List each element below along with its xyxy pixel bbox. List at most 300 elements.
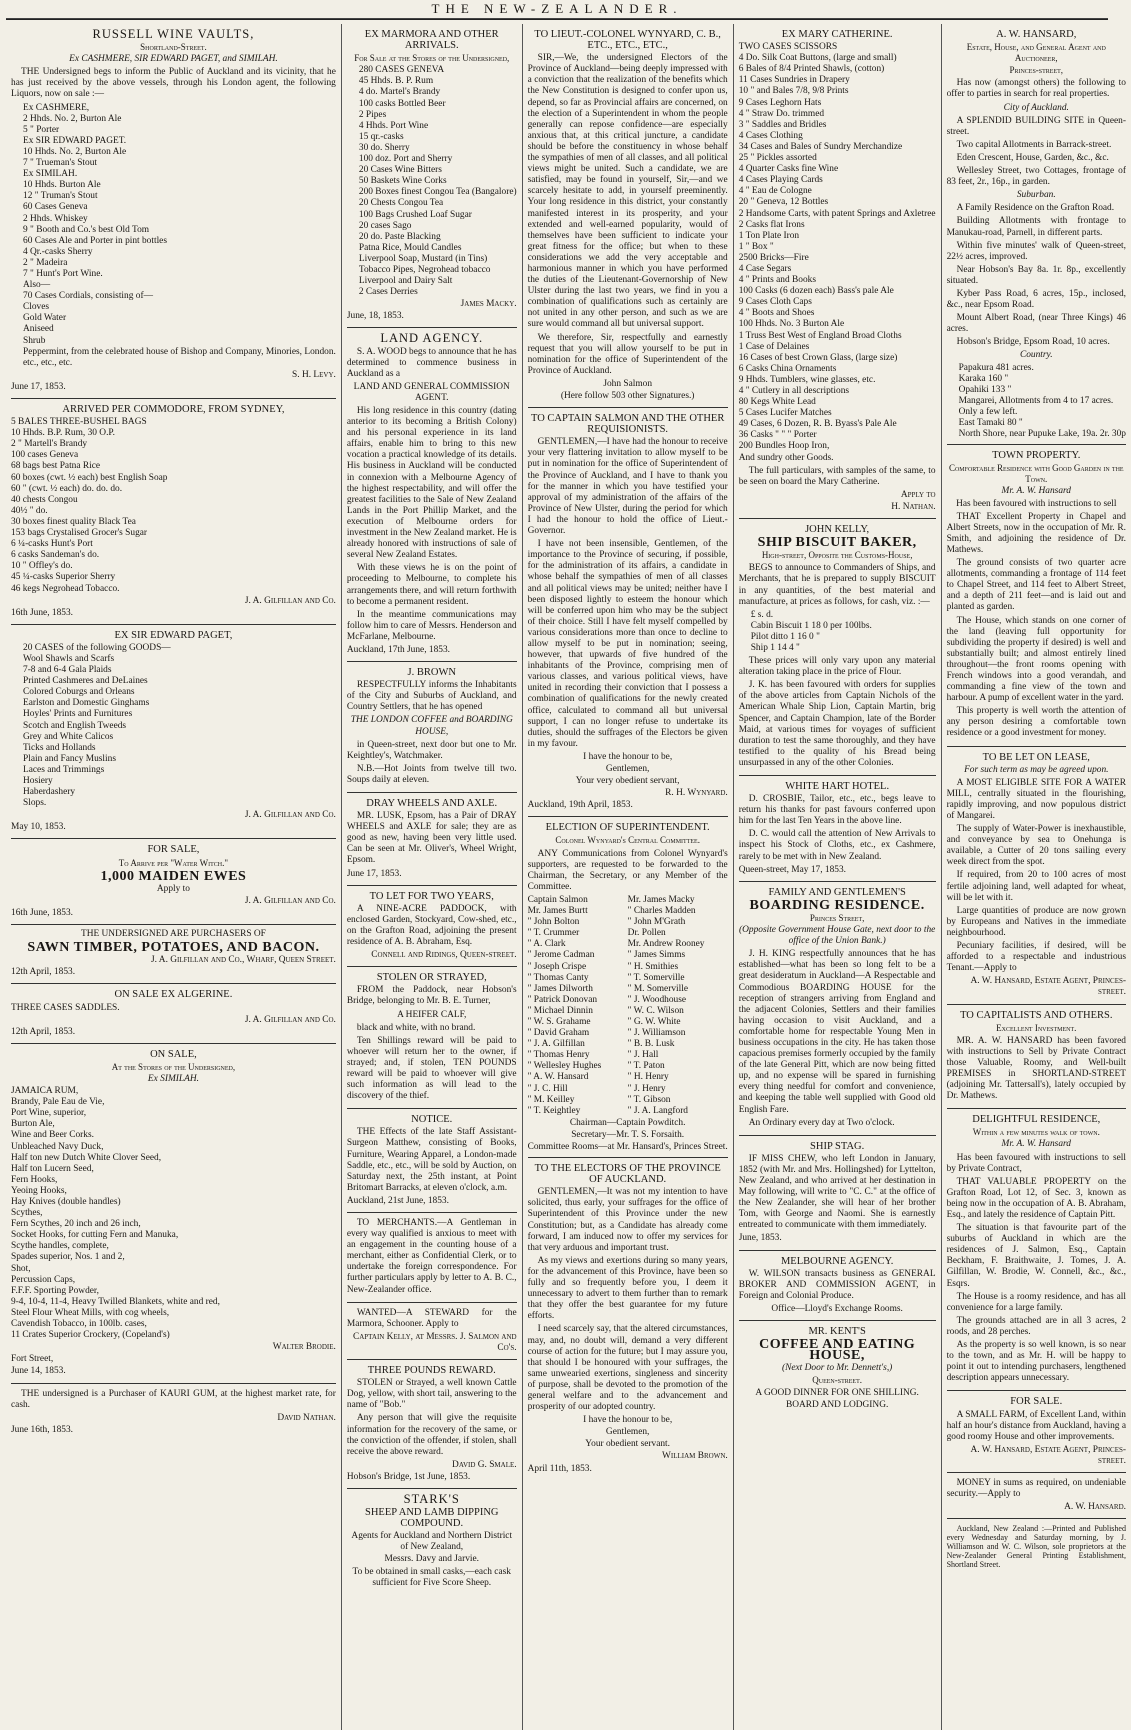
list-item: Socket Hooks, for cutting Fern and Manuka, (11, 1230, 179, 1241)
list-item: Wine and Beer Corks. (11, 1130, 94, 1141)
ad-title: STARK'S (403, 1491, 460, 1506)
column-2 (342, 24, 523, 1730)
ad-headline: BOARDING RESIDENCE. (749, 897, 925, 913)
ad-title: DELIGHTFUL RESIDENCE, (972, 1114, 1101, 1126)
ad-signature: J. A. Gilfillan and Co. (244, 1014, 336, 1025)
list-item: 153 bags Crystalised Grocer's Sugar (11, 528, 148, 539)
committee-left (528, 895, 628, 1117)
list-item: " H. Smithies (627, 961, 679, 972)
ad-water-mill-lease (947, 747, 1126, 1005)
list-item: 4 Do. Silk Coat Buttons, (large and small) (738, 53, 897, 64)
list-item: Scythe handles, complete, (11, 1241, 109, 1252)
list-item: 2 Casks flat Irons (738, 219, 805, 230)
list-item: 4 " Boots and Shoes (738, 308, 815, 319)
ad-body: MR. LUSK, Epsom, has a Pair of DRAY WHEELS and AXLE for sale; they are as good as new, having been very little used. Can be seen at Mr. Oliver's, Wheel Wright, Epsom. (346, 811, 517, 866)
list-item: Karaka 160 " (958, 373, 1009, 384)
list-item: " Thomas Henry (527, 1050, 590, 1061)
list-item: Mangarei, Allotments from 4 to 17 acres. (958, 395, 1114, 406)
ad-name: Mr. A. W. Hansard (1001, 1139, 1071, 1150)
list-item: 4 Quarter Casks fine Wine (738, 164, 839, 175)
ad-body: GENTLEMEN,—I have had the honour to receive your very flattering invitation to allow myself to be put in nomination for the office of Superintendent of the Province of Auckland, and I have to thank you for the manner in which you have testified your approval of my administration of the affairs of the Province of New Ulster, during the period for which I had the honour to hold the office of Lieut.-Governor. (527, 437, 728, 537)
list-item: 9 Cases Leghorn Hats (738, 97, 822, 108)
list-item: " J. Hall (627, 1050, 659, 1061)
list-item: 10 Hhds. Burton Ale (23, 180, 101, 191)
columns (6, 24, 1126, 1730)
list-item: " John Bolton (527, 917, 580, 928)
list-item: 9-4, 10-4, 11-4, Heavy Twilled Blankets, white and red, (11, 1296, 220, 1307)
list-item: 20 Chests Congou Tea (358, 198, 444, 209)
list-item: 9 " Booth and Co.'s best Old Tom (23, 224, 150, 235)
list-item: 16 Cases of best Crown Glass, (large size) (738, 352, 898, 363)
ad-signature: Captain Kelly, at Messrs. J. Salmon and Co's. (352, 1331, 517, 1353)
ad-body: The House is a roomy residence, and has all convenience for a large family. (946, 1291, 1126, 1313)
ad-stark (347, 1489, 517, 1594)
list-item: Aniseed (23, 324, 54, 335)
list-item: 7 " Hunt's Port Wine. (23, 268, 103, 279)
ad-body: J. H. KING respectfully announces that he has established—what has been so long felt to be a great desideratum in Auckland—A Respectable and Commodious BOARDING HOUSE for the reception of strangers arriving from England and the adjacent Colonies, Settlers and their families having occasion to visit Auckland, and a comfortable home for respectable Young Men in business occupations in the city. He has taken those capacious premises formerly occupied by the family of the late General Pitt, which are now being fitted up, and no expense will be spared in furnishing every thing needful for comfort and convenience, and keeping the table well supplied with Good old English Fare. (738, 949, 936, 1115)
ad-body: Any person that will give the requisite information for the recovery of the same, or the conviction of the offender, if stolen, shall receive the above reward. (346, 1413, 517, 1457)
list-item: 45 Hhds. B. P. Rum (358, 76, 434, 87)
list-item: Papakura 481 acres. (958, 362, 1034, 373)
list-item: 7-8 and 6-4 Gala Plaids (23, 665, 112, 676)
ad-date: May 10, 1853. (11, 822, 66, 833)
ad-body: A SMALL FARM, of Excellent Land, within half an hour's distance from Auckland, having a good roomy House and other improvements. (946, 1409, 1126, 1442)
ad-signature: David Nathan. (277, 1412, 336, 1423)
list-item: 10 Hhds. B.P. Rum, 30 O.P. (11, 428, 115, 439)
list-item: Ticks and Hollands (23, 742, 96, 753)
ad-signature: Walter Brodie. (272, 1342, 336, 1353)
list-item: 20 " Geneva, 12 Bottles (738, 197, 829, 208)
ad-date: Auckland, 19th April, 1853. (527, 800, 633, 811)
ad-date: June 17, 1853. (346, 868, 402, 879)
list-item: 36 Casks " " " Porter (738, 430, 817, 441)
ad-money (947, 1473, 1126, 1519)
list-item: 200 Boxes finest Congou Tea (Bangalore) (358, 187, 517, 198)
ad-date: 16th June, 1853. (11, 607, 73, 618)
ad-body: WANTED—A STEWARD for the Marmora, Schooner. Apply to (346, 1307, 517, 1329)
ad-section: Country. (1019, 350, 1053, 361)
ad-small-farm (947, 1391, 1126, 1473)
ad-body: J. K. has been favoured with orders for supplies of the above articles from Captain Nichols of the American Whale Ship Lion, Captain Martin, brig Spencer, and Captain Champion, late of the Border Maid, at various times for voyages of sufficient duration to test the same thoroughly, and they have testified to the quality of his Bread being unsurpassed in any of the other Colonies. (738, 680, 936, 768)
list-item: Steel Flour Wheat Mills, with cog wheels, (11, 1307, 170, 1318)
list-item: 2 Pipes (358, 109, 387, 120)
ad-close: Gentlemen, (605, 1427, 650, 1438)
ad-date: June, 1853. (738, 1233, 782, 1244)
ad-title: DRAY WHEELS AND AXLE. (366, 798, 498, 809)
list-item: Liverpool and Dairy Salt (358, 276, 453, 287)
list-item: Wool Shawls and Scarfs (23, 653, 115, 664)
ad-title: FAMILY AND GENTLEMEN'S (768, 886, 906, 898)
ad-italic: (Opposite Government House Gate, next door to the office of the Union Bank.) (738, 925, 936, 947)
list-item: 5 " Porter (23, 124, 60, 135)
ad-centre: Messrs. Davy and Jarvie. (384, 1554, 479, 1565)
list-item: 4 Cases Clothing (738, 130, 803, 141)
ad-jamaica-rum (11, 1044, 336, 1384)
ad-body: D. CROSBIE, Tailor, etc., etc., begs leave to return his thanks for past favours conferred upon him for the last Ten Years in the above line. (738, 794, 936, 827)
list-item: " A. W. Hansard (527, 1072, 589, 1083)
ad-dray-wheels (347, 793, 517, 886)
list-item: Cloves (23, 302, 50, 313)
column-1 (6, 24, 342, 1730)
list-item: 10 Hhds. No. 2, Burton Ale (23, 146, 127, 157)
ad-mary-catherine (739, 24, 936, 519)
ad-date: June, 18, 1853. (346, 311, 404, 322)
ad-body: THE Effects of the late Staff Assistant-Surgeon Matthew, consisting of Books, Furniture, Wearing Apparel, a London-made Saddle, etc., etc., will be sold by Auction, on Saturday next, the 25th instant, at Point Britomart Barracks, at eleven o'clock, a.m. (346, 1127, 517, 1193)
ad-signature: A. W. Hansard, Estate Agent, Princes-street. (970, 1444, 1126, 1466)
ad-subtitle: Princes Street, (809, 912, 865, 923)
list-item: Brandy, Pale Eau de Vie, (11, 1097, 105, 1108)
ad-body: With these views he is on the point of proceeding to Melbourne, to complete his arrangements there, and will return forthwith to become a permanent resident. (346, 563, 517, 607)
ad-chairman: Chairman—Captain Powditch. (569, 1117, 686, 1128)
ad-body: The grounds attached are in all 3 acres, 2 roods, and 28 perches. (946, 1315, 1126, 1337)
list-item: 12 " Truman's Stout (23, 191, 98, 202)
list-item: 100 Bags Crushed Loaf Sugar (358, 209, 472, 220)
list-item: Ex CASHMERE, (23, 102, 90, 113)
list-item: 2 Hhds. No. 2, Burton Ale (23, 113, 122, 124)
ad-body: Mount Albert Road, (near Three Kings) 46 acres. (946, 313, 1126, 335)
ad-body: Eden Crescent, House, Garden, &c., &c. (956, 152, 1109, 163)
list-item: 60 " (cwt. ½ each) do. do. do. (11, 483, 123, 494)
ad-body: As my views and exertions during so many years, for the advancement of this Province, have been so fully and so frequently before you, I deem it unnecessary to advert to them further than to remark that they offer the best guarantee for my future efforts. (527, 1255, 728, 1322)
ad-title: STOLEN OR STRAYED, (376, 972, 487, 984)
ad-subtitle: Comfortable Residence with Good Garden in the Town. (948, 463, 1124, 485)
ad-marmora (347, 24, 517, 328)
list-item: Also— (23, 280, 51, 291)
ad-white-hart (739, 776, 936, 882)
list-item: 20 Cases Wine Bitters (358, 165, 442, 176)
list-item: Fern Hooks, (11, 1174, 58, 1185)
list-item: " J. C. Hill (527, 1083, 568, 1094)
ad-close: Your obedient servant. (585, 1439, 671, 1450)
ad-body: MR. A. W. HANSARD has been favored with instructions to Sell by Private Contract those Valuable, Roomy, and Well-built PREMISES in SHORTLAND-STREET (adjoining Mr. Tattersall's), lately occupied by Dr. Mathews. (946, 1035, 1126, 1102)
list-item: Captain Salmon (527, 894, 588, 905)
list-item: 20 do. Paste Blacking (358, 231, 441, 242)
ad-body: black and white, with no brand. (356, 1022, 476, 1033)
ad-body: His long residence in this country (dating anterior to its becoming a British Colony) and his personal experience in its land affairs, enable him to bring to this new vocation a practical knowledge of its details. His business in Auckland will be conducted in connexion with a Melbourne Agency of the highest respectability, and will offer the greatest facilities to the Sale of New Zealand Lands in the Port Phillip Market, and the execution of Melbourne orders for investment in the New Zealand market. He is already honored with instructions of sale of several New Zealand Estates. (346, 406, 517, 561)
list-item: " Thomas Canty (527, 972, 589, 983)
column-5 (942, 24, 1131, 1730)
ad-body: in Queen-street, next door but one to Mr. Keightley's, Watchmaker. (346, 739, 517, 761)
list-item: Plain and Fancy Muslins (23, 753, 116, 764)
ad-melbourne-agency (739, 1251, 936, 1321)
list-item: 11 Cases Sundries in Drapery (738, 75, 850, 86)
ad-body: THE undersigned is a Purchaser of KAURI GUM, at the highest market rate, for cash. (11, 1388, 336, 1410)
ad-election (528, 817, 728, 1158)
list-item: 100 casks Bottled Beer (358, 98, 446, 109)
list-item: " M. Somerville (627, 983, 689, 994)
list-item: Port Wine, superior, (11, 1108, 87, 1119)
list-item: " Jerome Cadman (527, 950, 595, 961)
ad-section: Suburban. (1016, 190, 1056, 201)
ad-maiden-ewes (11, 839, 336, 925)
list-item: 4 Hhds. Port Wine (358, 120, 429, 131)
ad-signature: R. H. Wynyard. (665, 788, 728, 799)
ad-body: A MOST ELIGIBLE SITE FOR A WATER MILL, centrally situated in the flourishing, rapidly improving, and now populous district of Mangarei. (946, 777, 1126, 821)
list-item: " B. B. Lusk (627, 1039, 675, 1050)
list-item: " T. Paton (627, 1061, 665, 1072)
ad-paddock (347, 886, 517, 968)
list-item: " J. Henry (627, 1083, 666, 1094)
ad-subtitle: SHEEP AND LAMB DIPPING COMPOUND. (364, 1507, 499, 1530)
ad-body: We therefore, Sir, respectfully and earnestly request that you will allow yourself to be put in nomination for the office of Superintendent of the Province of Auckland. (527, 332, 728, 376)
list-item: 1 Case of Delaines (738, 341, 810, 352)
list-item: Liverpool Soap, Mustard (in Tins) (358, 253, 488, 264)
list-item: Cavendish Tobacco, in 100lb. cases, (11, 1319, 147, 1330)
ad-centre: LAND AND GENERAL COMMISSION AGENT. (353, 381, 510, 403)
price-list (739, 610, 936, 654)
ad-russell-wine-vaults (11, 24, 336, 399)
ad-body: This property is well worth the attention of any person desiring a comfortable town residence or a good investment for money. (946, 706, 1126, 739)
list-item: 60 boxes (cwt. ½ each) best English Soap (11, 472, 168, 483)
ad-body: A Family Residence on the Grafton Road. (956, 203, 1115, 214)
list-item: 2 Cases Derries (358, 287, 418, 298)
ad-wynyard-requisition (528, 24, 728, 408)
ad-date: Queen-street, May 17, 1853. (738, 864, 846, 875)
ad-j-brown (347, 662, 517, 793)
list-item: 20 cases Sago (358, 220, 412, 231)
list-item: 2 " Martell's Brandy (11, 439, 88, 450)
ad-kents (739, 1321, 936, 1416)
ad-subtitle: Estate, House, and General Agent and Auctioneer, (966, 42, 1106, 64)
ad-steward (347, 1303, 517, 1360)
list-item: " T. Keightley (527, 1105, 581, 1116)
ad-centre: A HEIFER CALF, (397, 1009, 467, 1020)
ad-signature: William Brown. (662, 1451, 728, 1462)
list-item: 6 Bales of 8/4 Printed Shawls, (cotton) (738, 64, 885, 75)
ad-signature: H. Nathan. (891, 501, 936, 512)
ad-signature: A. W. Hansard. (1064, 1502, 1126, 1513)
ad-list (947, 363, 1126, 441)
ad-italic: For such term as may be agreed upon. (964, 764, 1109, 775)
list-item: 1 " Box " (738, 241, 774, 252)
list-item: " Charles Madden (627, 906, 696, 917)
list-item: Tobacco Pipes, Negrohead tobacco (358, 264, 491, 275)
list-item: " W. C. Wilson (627, 1005, 684, 1016)
ad-subtitle: Princes-street, (1009, 65, 1064, 76)
ad-title: WHITE HART HOTEL. (785, 781, 890, 792)
ad-body: These prices will only vary upon any material alteration taking place in the price of Flour. (738, 656, 936, 678)
list-item: Scythes, (11, 1208, 43, 1219)
ad-kauri-gum (11, 1384, 336, 1441)
ad-land-agency (347, 328, 517, 662)
ad-secretary: Secretary—Mr. T. S. Forsaith. (571, 1129, 685, 1140)
ad-close: I have the honour to be, (583, 751, 673, 762)
ad-subtitle: Colonel Wynyard's Central Committee. (555, 835, 700, 846)
ad-body: THE Undersigned begs to inform the Public of Auckland and its vicinity, that he has just received by the above vessels, through his London agent, the following Liquors, now on sale :— (11, 67, 336, 100)
ad-body: THE UNDERSIGNED ARE PURCHASERS OF (80, 929, 266, 940)
ad-subtitle: At the Stores of the Undersigned, (111, 1061, 236, 1072)
list-item: 6 Casks China Ornaments (738, 363, 837, 374)
ad-electors (528, 1158, 728, 1480)
ad-title: MR. KENT'S (808, 1326, 866, 1338)
ad-title: J. BROWN (407, 667, 456, 679)
list-item: " Wellesley Hughes (527, 1061, 602, 1072)
ad-body: Has been favoured with instructions to sell by Private Contract, (946, 1152, 1126, 1174)
list-item: 30 do. Sherry (358, 142, 410, 153)
ad-three-pounds-reward (347, 1360, 517, 1489)
ad-signature: J. A. Gilfillan and Co. (244, 810, 336, 821)
list-item: 20 CASES of the following GOODS— (23, 642, 171, 653)
ad-date: Hobson's Bridge, 1st June, 1853. (346, 1471, 471, 1482)
ad-body: The supply of Water-Power is inexhaustible, and conveyance by sea to Onehunga is available, a Cutter of 20 tons sailing every week direct from the spot. (946, 824, 1126, 868)
ad-body: Within five minutes' walk of Queen-street, 22½ acres, improved. (946, 240, 1126, 262)
ad-body: In the meantime communications may follow him to care of Messrs. Henderson and McFarlane, Melbourne. (346, 609, 517, 642)
list-item: Laces and Trimmings (23, 764, 105, 775)
ad-list (11, 417, 336, 595)
list-item: 49 Cases, 6 Dozen, R. B. Byass's Pale Ale (738, 419, 897, 430)
ad-body: Pecuniary facilities, if desired, will be afforded to a respectable and industrious Tenant.—Apply to (946, 941, 1126, 974)
list-item: 200 Bundles Hoop Iron, (738, 441, 830, 452)
ad-body: Near Hobson's Bay 8a. 1r. 8p., excellently situated. (946, 264, 1126, 286)
ad-body: IF MISS CHEW, who left London in January, 1852 (with Mr. and Mrs. Hollingshed) for Lyttelton, New Zealand, and who arrived at her destination in May following, will write to "C. C." at the office of the New Zealander, she will hear of her brother Tom, with George and Naomi. She is earnestly entreated to communicate with them immediately. (738, 1153, 936, 1231)
ad-body: Agents for Auckland and Northern District of New Zealand, (351, 1531, 513, 1553)
ad-title: TO BE LET ON LEASE, (982, 751, 1090, 763)
list-item: " J. Williamson (627, 1028, 686, 1039)
ad-body: If required, from 20 to 100 acres of most fertile adjoining land, well adapted for wheat, will be let with it. (946, 870, 1126, 903)
ad-delightful-residence (947, 1109, 1126, 1391)
list-item: £ s. d. (750, 609, 774, 620)
list-item: 30 boxes finest quality Black Tea (11, 516, 136, 527)
ad-sawn-timber (11, 925, 336, 984)
ad-body: Ten Shillings reward will be paid to whoever will return her to the owner, if strayed; and, if stolen, TEN POUNDS reward will be paid to whoever will give such information as will lead to the discovery of the thief. (346, 1035, 517, 1102)
list-item: Cabin Biscuit 1 18 0 per 100lbs. (750, 620, 872, 631)
list-item: " J. A. Gilfillan (527, 1039, 585, 1050)
ad-body: As the property is so well known, is so near to the town, and as Mr. H. will be happy to point it out to intending purchasers, lengthened description appears unnecessary. (946, 1340, 1126, 1384)
committee-list (528, 895, 728, 1117)
ad-body: Large quantities of produce are now grown by Europeans and Natives in the immediate neighbourhood. (946, 905, 1126, 938)
list-item: 3 " Saddles and Bridles (738, 119, 827, 130)
ad-body: STOLEN or Strayed, a well known Cattle Dog, yellow, with short tail, answering to the name of "Bob." (346, 1378, 517, 1411)
ad-date: 12th April, 1853. (11, 1026, 76, 1037)
ad-title: EX MARY CATHERINE. (781, 29, 893, 40)
ad-title: TO CAPITALISTS AND OTHERS. (960, 1009, 1113, 1021)
list-item: Half ton new Dutch White Clover Seed, (11, 1152, 162, 1163)
list-item: 6 ¼-casks Hunt's Port (11, 539, 93, 550)
ad-title: FOR SALE. (1010, 1396, 1063, 1408)
list-item: 2 " Madeira (23, 257, 68, 268)
ad-subtitle: High-street, Opposite the Customs-House, (761, 550, 913, 561)
ad-line: A GOOD DINNER FOR ONE SHILLING. (755, 1387, 919, 1398)
list-item: 10 " Offley's do. (11, 561, 73, 572)
ad-subtitle: Excellent Investment. (996, 1022, 1077, 1033)
ad-title: EX MARMORA AND OTHER ARRIVALS. (364, 29, 499, 52)
list-item: " J. A. Langford (627, 1105, 688, 1116)
list-item: 6 casks Sandeman's do. (11, 550, 100, 561)
ad-body: Building Allotments with frontage to Manukau-road, Parnell, in different parts. (946, 216, 1126, 238)
ad-title: TO LET FOR TWO YEARS, (369, 890, 494, 902)
ad-date: Auckland, 21st June, 1853. (346, 1195, 449, 1206)
ad-ship-stag (739, 1136, 936, 1251)
ad-headline: SHIP BISCUIT BAKER, (757, 535, 917, 551)
ad-headline: SAWN TIMBER, POTATOES, AND BACON. (27, 940, 320, 956)
ad-body: W. WILSON transacts business as GENERAL BROKER AND COMMISSION AGENT, in Foreign and Colonial Produce. (738, 1268, 936, 1301)
list-item: Fern Scythes, 20 inch and 26 inch, (11, 1219, 141, 1230)
list-item: 7 " Trueman's Stout (23, 158, 98, 169)
list-item: Hoyles' Prints and Furnitures (23, 709, 133, 720)
ad-title: SHIP STAG. (810, 1140, 865, 1152)
list-item: 100 cases Geneva (11, 450, 79, 461)
ad-capitalists (947, 1005, 1126, 1110)
ad-title: LAND AGENCY. (380, 331, 484, 346)
ad-body: A NINE-ACRE PADDOCK, with enclosed Garden, Stockyard, Cow-shed, etc., on the Grafton Road, adjoining the present residence of A. B. Abraham, Esq. (346, 903, 517, 948)
list-item: Haberdashery (23, 787, 76, 798)
ad-section: City of Auckland. (1003, 102, 1069, 113)
list-item: " W. S. Grahame (527, 1016, 591, 1027)
list-item: 4 Cases Playing Cards (738, 175, 823, 186)
ad-signature: J. A. Gilfillan and Co. (244, 595, 336, 606)
ad-sir-edward-paget (11, 625, 336, 840)
ad-body: S. A. WOOD begs to announce that he has determined to commence business in Auckland as a (346, 346, 517, 379)
list-item: " James Simms (627, 950, 686, 961)
ad-headline: COFFEE AND EATING HOUSE, (759, 1337, 916, 1364)
list-item: " Michael Dinnin (527, 1005, 593, 1016)
ad-body: RESPECTFULLY informs the Inhabitants of the City and Suburbs of Auckland, and Country Settlers, that he has opened (346, 680, 517, 713)
list-item: 2 Hhds. Whiskey (23, 213, 88, 224)
ad-date: 12th April, 1853. (11, 967, 76, 978)
list-item: North Shore, near Pupuke Lake, 19a. 2r. 30p (958, 429, 1126, 440)
imprint-text: Auckland, New Zealand :—Printed and Published every Wednesday and Saturday morning, by J. Williamson and W. C. Wilson, sole proprietors at the New-Zealander General Printing Establishment, Shortland Street. (946, 1524, 1126, 1570)
ad-body: SIR,—We, the undersigned Electors of the Province of Auckland—being deeply impressed with a conviction that the realization of the benefits which the New Constitution is designed to confer upon us, depend, so far as Provincial affairs are concerned, on the election of a Superintendent in whom the people generally can repose confidence—are especially anxious that, at this critical juncture, a candidate should be before the constituency in whose behalf the sympathies of men of all classes, and all political views might be united. Such a candidate, we are satisfied, may be found in yourself, Sir,—and we scarcely hesitate to add, in yourself preeminently. Your long residence in this district, your constantly manifested interest in its prosperity, and your extended and well-earned popularity, would of themselves have been sufficient to indicate your great fitness for the office; but when to these considerations we add the very acceptable and harmonious manner in which you have performed the duties of the Lieutenant-Governorship of New Ulster during the last two years, we find in you a combination of qualifications such as certainly are not united in any other person, and such as we are sure would command all but universal support. (527, 53, 728, 330)
list-item: Spades superior, Nos. 1 and 2, (11, 1252, 125, 1263)
ad-title: TO LIEUT.-COLONEL WYNYARD, C. B., ETC., ETC., ETC., (534, 29, 721, 52)
ad-rooms: Committee Rooms—at Mr. Hansard's, Princes Street. (527, 1142, 728, 1152)
ad-body: THAT Excellent Property in Chapel and Albert Streets, now in the occupation of Mr. R. Smith, and adjoining the residence of Dr. Mathews. (946, 511, 1126, 555)
list-item: 100 Hhds. No. 3 Burton Ale (738, 319, 845, 330)
list-item: " T. Gibson (627, 1094, 671, 1105)
list-item: 5 Cases Lucifer Matches (738, 408, 832, 419)
ad-body: Two capital Allotments in Barrack-street. (956, 139, 1112, 150)
ad-title: TO CAPTAIN SALMON AND THE OTHER REQUISIONISTS. (531, 413, 725, 436)
ad-body: Office—Lloyd's Exchange Rooms. (771, 1303, 903, 1314)
list-item: 9 Hhds. Tumblers, wine glasses, etc. (738, 374, 876, 385)
list-item: Ex SIMILAH. (23, 169, 78, 180)
ad-ex: Ex CASHMERE, SIR EDWARD PAGET, and SIMILAH. (69, 54, 278, 65)
list-item: Dr. Pollen (627, 928, 666, 939)
list-item: " Patrick Donovan (527, 994, 598, 1005)
ad-saddles (11, 984, 336, 1043)
ad-date: 16th June, 1853. (11, 907, 73, 918)
ad-close: Gentlemen, (605, 764, 650, 774)
ad-list (11, 643, 336, 809)
ad-title: ELECTION OF SUPERINTENDENT. (545, 822, 710, 834)
ad-body: A SPLENDID BUILDING SITE in Queen-street. (946, 115, 1126, 137)
list-item: Half ton Lucern Seed, (11, 1163, 94, 1174)
ad-body: D. C. would call the attention of New Arrivals to inspect his Stock of Cloths, etc., ex Cashmere, rarely to be met with in New Zealand. (738, 829, 936, 862)
ad-title: FOR SALE, (147, 844, 200, 856)
list-item: 80 Kegs White Lead (738, 397, 816, 408)
ad-title: NOTICE. (411, 1114, 453, 1126)
ad-signature: John Salmon (603, 378, 653, 389)
column-3 (523, 24, 734, 1730)
list-item: Peppermint, from the celebrated house of Bishop and Company, Minories, London. (23, 346, 336, 357)
ad-note: (Here follow 503 other Signatures.) (560, 391, 695, 401)
list-item: 60 Cases Ale and Porter in pint bottles (23, 235, 167, 246)
list-item: Mr. Andrew Rooney (627, 939, 705, 950)
ad-subtitle: For Sale at the Stores of the Undersigned, (354, 53, 510, 64)
list-item: East Tamaki 80 " (958, 418, 1023, 428)
list-item: F.F.F. Sporting Powder, (11, 1285, 100, 1296)
ad-ex: Ex SIMILAH. (147, 1073, 199, 1084)
list-item: TWO CASES SCISSORS (738, 42, 838, 53)
printer-imprint (947, 1519, 1126, 1575)
ad-headline: 1,000 MAIDEN EWES (100, 868, 247, 884)
ad-body: Kyber Pass Road, 6 acres, 15p., inclosed, &c., near Epsom Road. (946, 288, 1126, 311)
list-item: Only a few left. (958, 406, 1018, 417)
ad-list (11, 103, 336, 369)
ad-close: I have the honour to be, (583, 1415, 673, 1426)
ad-notice (347, 1109, 517, 1213)
list-item: Pilot ditto 1 16 0 " (750, 631, 820, 642)
